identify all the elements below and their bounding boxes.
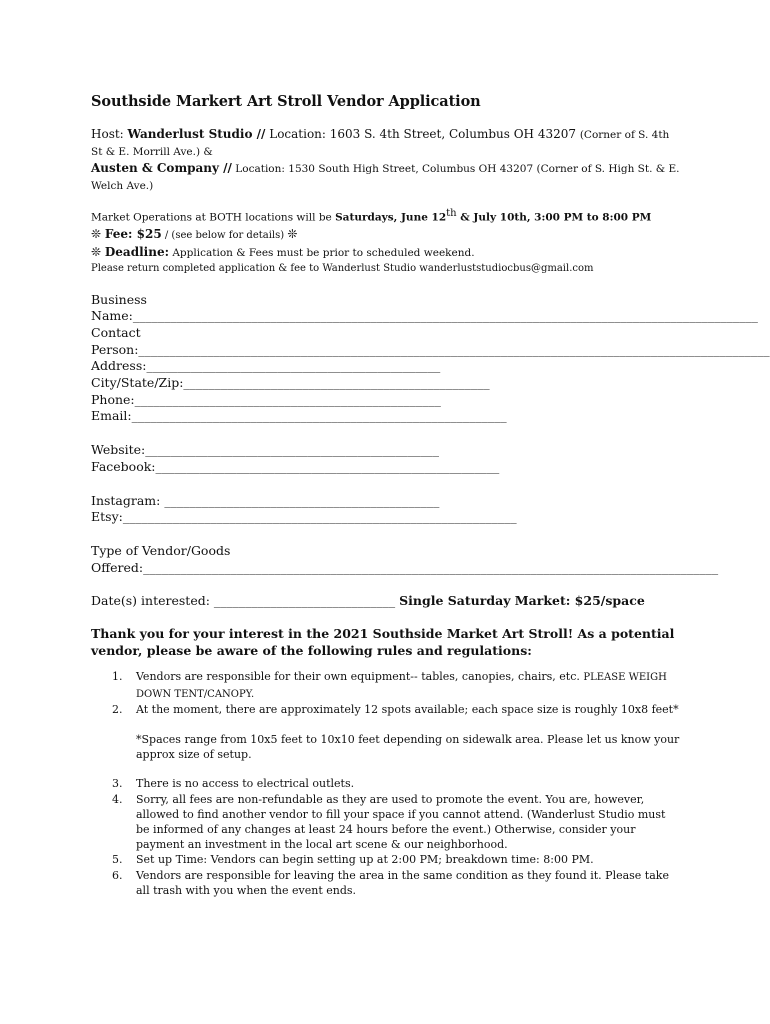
page-title: Southside Markert Art Stroll Vendor Application <box>91 93 481 110</box>
email-field[interactable]: Email:____________________________________________________________ <box>91 408 507 424</box>
facebook-field[interactable]: Facebook:_______________________________________________________ <box>91 458 500 474</box>
host-location: Location: 1603 S. 4th Street, Columbus OH 43207 <box>265 127 580 141</box>
operations-prefix: Market Operations at BOTH locations will be <box>91 211 336 224</box>
deadline-line <box>91 244 681 261</box>
space-note: *Spaces range from 10x5 feet to 10x10 feet depending on sidewalk area. Please let us know your approx size of setup. <box>136 732 680 762</box>
fee-label: Fee: $25 <box>104 226 162 241</box>
contact-label: Contact <box>91 324 141 340</box>
rule-number: 1. <box>112 670 123 684</box>
rules-list-a <box>91 669 681 717</box>
rules-list-b <box>91 776 681 898</box>
list-item <box>91 702 681 717</box>
host-label: Host: <box>91 127 128 141</box>
etsy-field[interactable]: Etsy:_______________________________________________________________ <box>91 509 517 525</box>
thanks-heading: Thank you for your interest in the 2021 Southside Market Art Stroll! As a potential vendor, please be aware of the following rules and regulations: <box>91 626 675 659</box>
market-price: Single Saturday Market: $25/space <box>399 593 645 609</box>
business-label: Business <box>91 291 147 307</box>
rule-number: 6. <box>112 868 123 882</box>
star-icon: ❊ <box>91 244 102 259</box>
goods-offered-field[interactable]: Offered:____________________________________________________________________________________________ <box>91 559 719 575</box>
operations-info <box>91 206 681 277</box>
vendor-form <box>91 291 770 577</box>
operations-date-2: & July 10th, 3:00 PM to 8:00 PM <box>456 211 652 224</box>
fee-detail: / (see below for details) <box>161 229 288 241</box>
list-item <box>91 792 681 853</box>
city-state-zip-field[interactable]: City/State/Zip:_________________________________________________ <box>91 375 490 391</box>
host-info <box>91 126 681 194</box>
rule-number: 3. <box>112 777 123 791</box>
list-item <box>91 669 681 701</box>
fee-line <box>91 226 681 244</box>
host-name: Wanderlust Studio // <box>127 127 266 141</box>
star-icon: ❊ <box>91 226 102 241</box>
deadline-label: Deadline: <box>104 244 170 259</box>
operations-date-1: Saturdays, June 12 <box>335 211 447 224</box>
rule-text: Vendors are responsible for their own equipment-- tables, canopies, chairs, etc. <box>136 670 584 684</box>
dates-field[interactable]: Date(s) interested: _____________________________ <box>91 593 400 609</box>
operations-line <box>91 206 681 226</box>
list-item <box>91 776 681 791</box>
rule-extra: PLEASE WEIGH DOWN TENT/CANOPY. <box>136 672 667 700</box>
application-content <box>91 93 770 898</box>
co-host-location: Location: 1530 South High Street, Columbus OH 43207 (Corner of S. High St. & E. Welch Ave.) <box>91 163 680 192</box>
business-name-field[interactable]: Name:____________________________________________________________________________________________________ <box>91 308 758 324</box>
list-item <box>91 868 681 898</box>
rule-text: Sorry, all fees are non-refundable as they are used to promote the event. You are, however, allowed to find another vendor to fill your space if you cannot attend. (Wanderlust Studio must be informed of any changes at least 24 hours before the event.) Otherwise, consider your payment an investment in the local art scene & our neighborhood. <box>136 792 666 852</box>
deadline-text: Application & Fees must be prior to scheduled weekend. <box>169 246 475 259</box>
co-host-name: Austen & Company // <box>91 161 232 175</box>
host-corner: (Corner of S. 4th St & E. Morrill Ave.) & <box>91 129 670 158</box>
rule-text: At the moment, there are approximately 12 spots available; each space size is roughly 10x8 feet* <box>136 702 679 716</box>
rule-number: 5. <box>112 853 123 867</box>
operations-sup: th <box>446 208 457 219</box>
contact-person-field[interactable]: Person:_____________________________________________________________________________________________________ <box>91 341 770 357</box>
vendor-type-label: Type of Vendor/Goods <box>91 542 231 558</box>
rule-text: There is no access to electrical outlets. <box>136 777 355 791</box>
return-instructions: Please return completed application & fee to Wanderlust Studio wanderluststudiocbus@gmail.com <box>91 262 594 274</box>
website-field[interactable]: Website:_______________________________________________ <box>91 442 440 458</box>
dates-line <box>91 593 681 608</box>
address-field[interactable]: Address:_______________________________________________ <box>91 358 441 374</box>
rule-text: Vendors are responsible for leaving the area in the same condition as they found it. Please take all trash with you when the event ends. <box>136 868 669 897</box>
phone-field[interactable]: Phone:_________________________________________________ <box>91 391 441 407</box>
rule-text: Set up Time: Vendors can begin setting up at 2:00 PM; breakdown time: 8:00 PM. <box>136 853 594 867</box>
rule-number: 4. <box>112 792 123 806</box>
rule-number: 2. <box>112 702 123 716</box>
instagram-field[interactable]: Instagram: ____________________________________________ <box>91 492 440 508</box>
list-item <box>91 852 681 867</box>
star-icon: ❊ <box>287 226 298 241</box>
